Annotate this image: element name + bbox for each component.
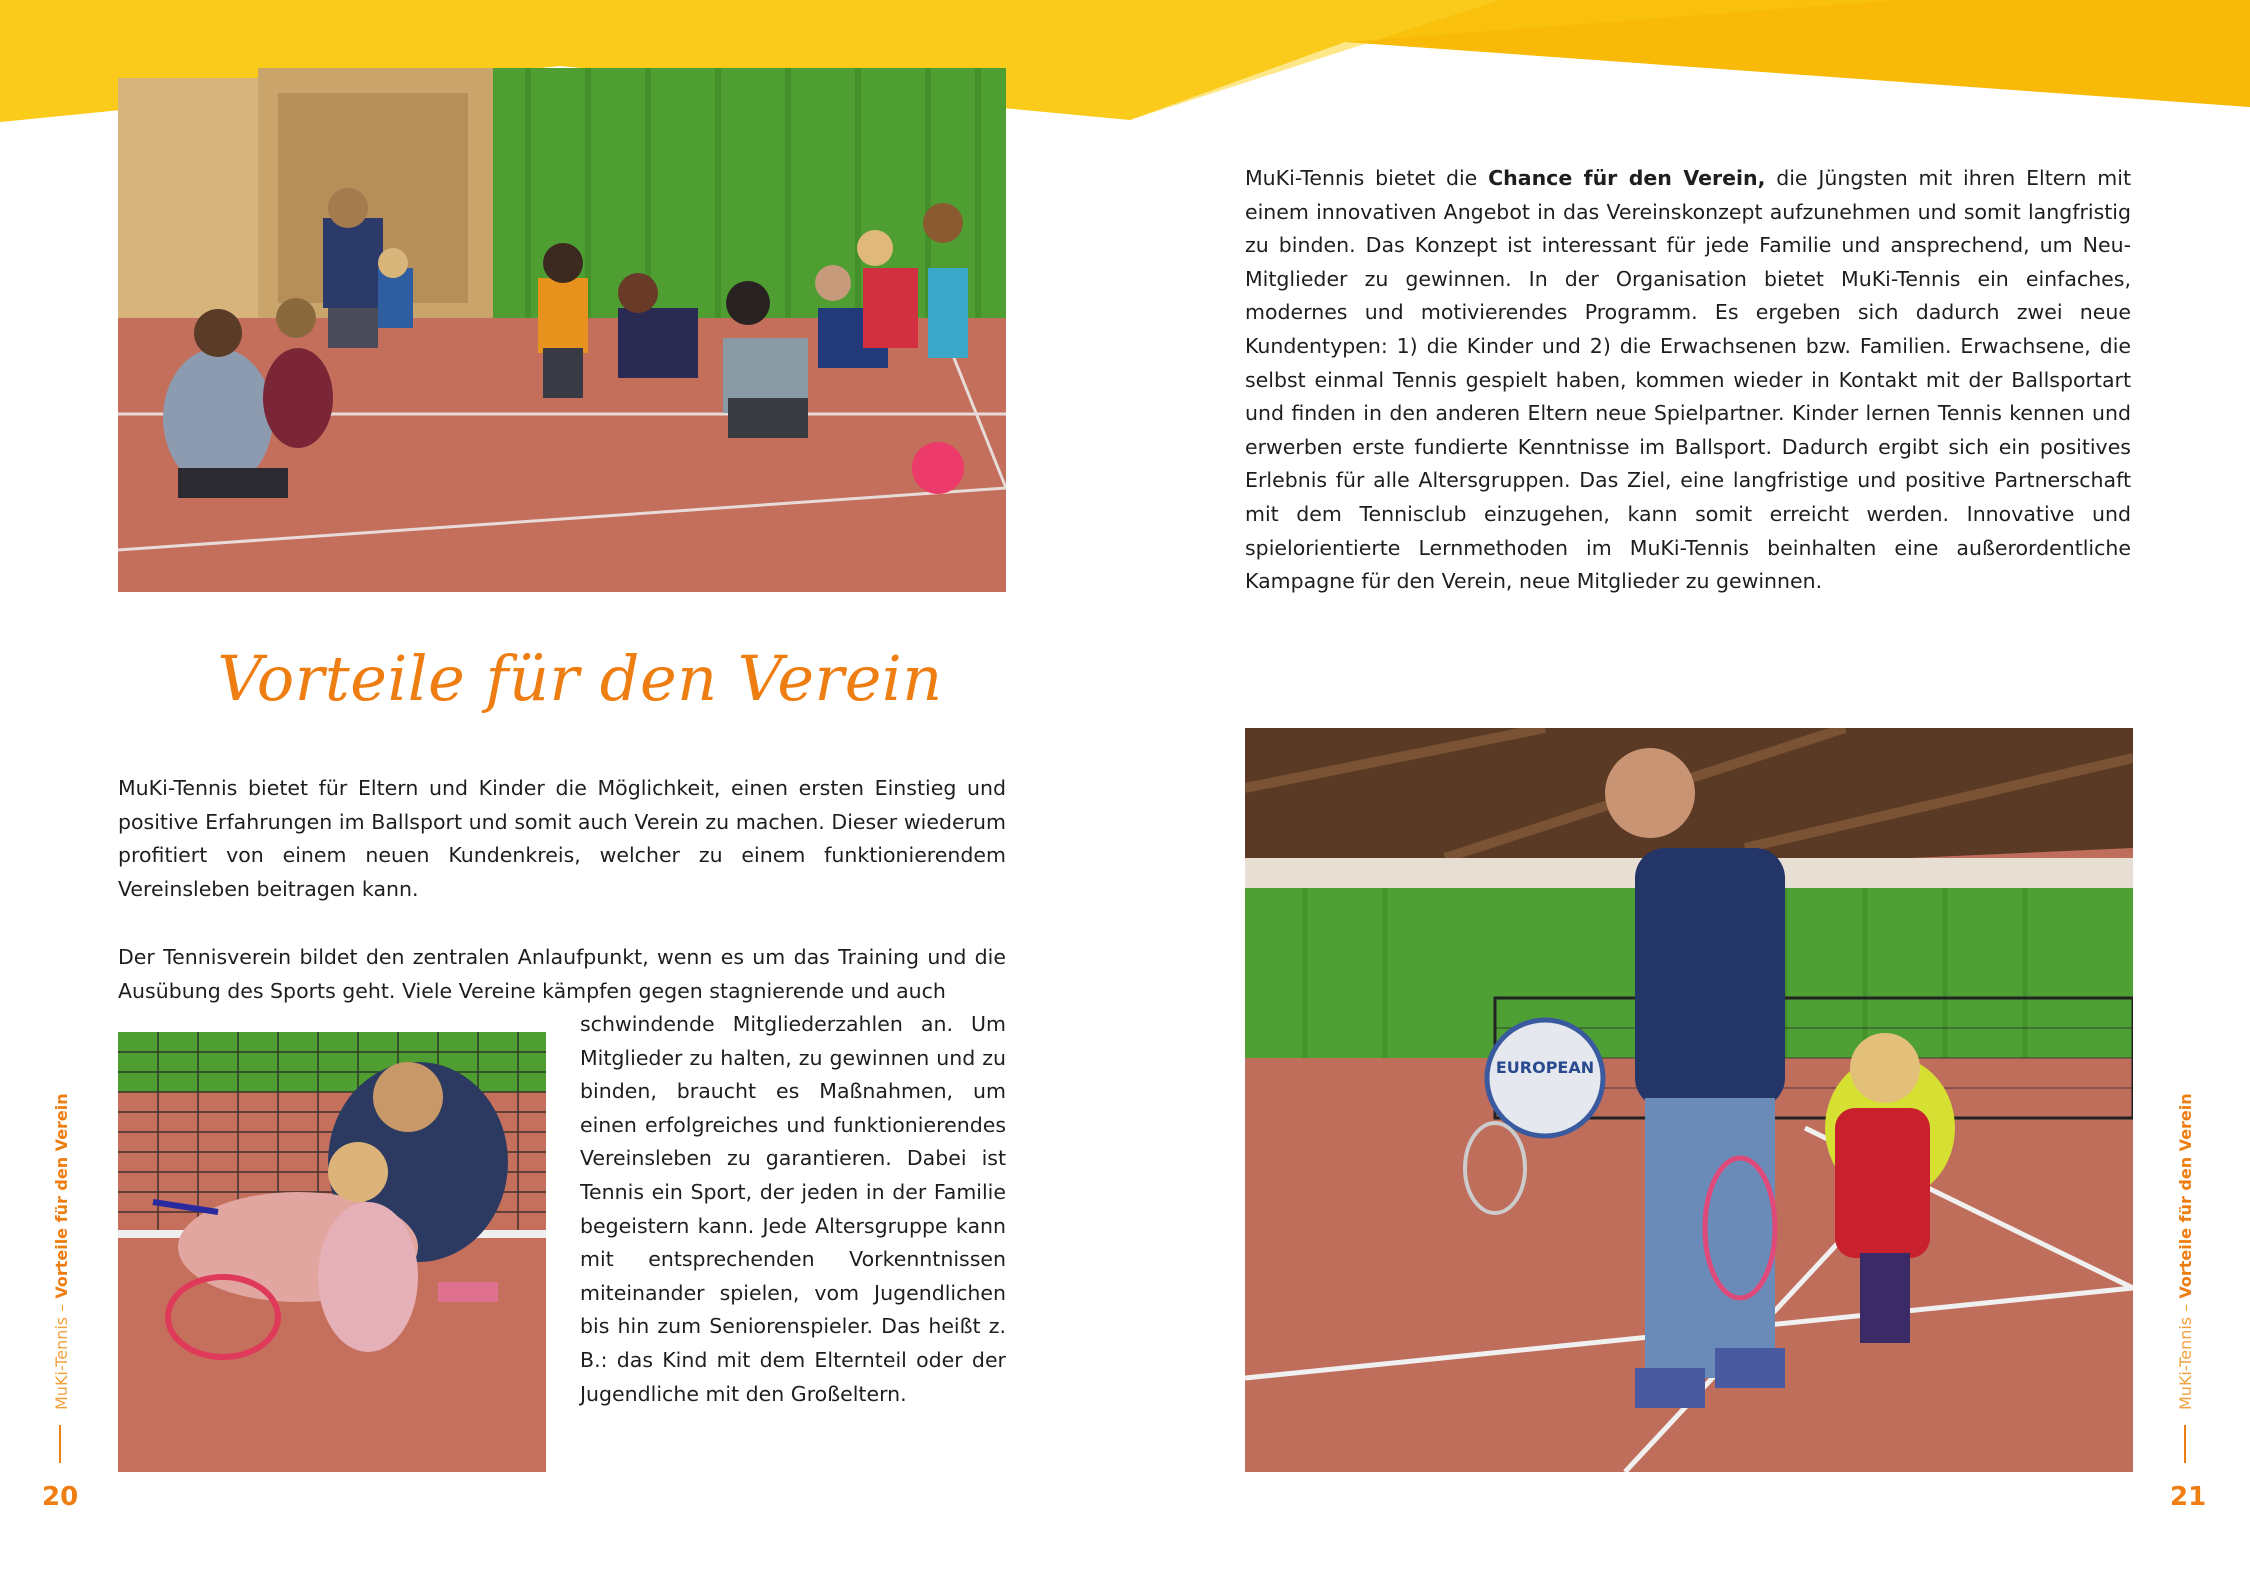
page-title: Vorteile für den Verein [217, 642, 943, 715]
left-paragraph-3-text: schwindende Mitgliederzahlen an. Um Mitglieder zu halten, zu gewinnen und zu binden, braucht es Maßnahmen, um einen erfolgreiches und funktionierendes Vereinsleben zu garantieren. Dabei ist Tennis ein Sport, der jeden in der Familie begeistern kann. Jede Altersgruppe kann mit entsprechenden Vorkenntnissen miteinander spielen, vom Jugendlichen bis hin zum Seniorenspieler. Das heißt z. B.: das Kind mit dem Elternteil oder der Jugendliche mit den Großeltern. [580, 1012, 1006, 1406]
side-label-left [52, 1093, 71, 1410]
side-label-right-brand: MuKi-Tennis [2176, 1316, 2195, 1410]
photo-mother-child-net [118, 1032, 546, 1472]
side-label-right-sep: – [2176, 1298, 2195, 1317]
left-paragraph-1-text: MuKi-Tennis bietet für Eltern und Kinder die Möglichkeit, einen ersten Einstieg und positive Erfahrungen im Ballsport und somit auch Verein zu machen. Dieser wiederum profitiert von einem neuen Kundenkreis, welcher zu einem funktionierendem Vereinsleben beitragen kann. [118, 776, 1006, 901]
side-label-left-section: Vorteile für den Verein [52, 1093, 71, 1299]
intro-bold: Chance für den Verein, [1488, 166, 1766, 190]
divider-bar-left [59, 1425, 61, 1463]
page-number-left: 20 [42, 1482, 79, 1512]
side-label-right-section: Vorteile für den Verein [2176, 1093, 2195, 1299]
right-intro-paragraph [1245, 162, 2131, 599]
side-label-right [2176, 1093, 2195, 1410]
left-paragraph-3 [580, 1008, 1006, 1411]
net-sign-text: EUROPEAN [1495, 1058, 1595, 1077]
page-number-right: 21 [2170, 1482, 2207, 1512]
left-paragraph-1 [118, 772, 1006, 906]
left-paragraph-2 [118, 941, 1006, 1008]
photo-group-kids-court [118, 68, 1006, 592]
intro-post: die Jüngsten mit ihren Eltern mit einem innovativen Angebot in das Vereinskonzept aufzunehmen und somit langfristig zu binden. Das Konzept ist interessant für jede Familie und ansprechend, um Neu-Mitglieder zu gewinnen. In der Organisation bietet MuKi-Tennis ein einfaches, modernes und motivierendes Programm. Es ergeben sich dadurch zwei neue Kundentypen: 1) die Kinder und 2) die Erwachsenen bzw. Familien. Erwachsene, die selbst einmal Tennis gespielt haben, kommen wieder in Kontakt mit der Ballsportart und finden in den anderen Eltern neue Spielpartner. Kinder lernen Tennis kennen und erwerben erste fundierte Kenntnisse im Ballsport. Dadurch ergibt sich ein positives Erlebnis für alle Altersgruppen. Das Ziel, eine langfristige und positive Partnerschaft mit dem Tennisclub einzugehen, kann somit erreicht werden. Innovative und spielorientierte Lernmethoden im MuKi-Tennis beinhalten eine außerordentliche Kampagne für den Verein, neue Mitglieder zu gewinnen. [1245, 166, 2131, 594]
side-label-left-sep: – [52, 1298, 71, 1317]
photo-senior-with-child [1245, 728, 2133, 1472]
divider-bar-right [2184, 1425, 2186, 1463]
intro-pre: MuKi-Tennis bietet die [1245, 166, 1489, 190]
left-paragraph-2-text: Der Tennisverein bildet den zentralen Anlaufpunkt, wenn es um das Training und die Ausübung des Sports geht. Viele Vereine kämpfen gegen stagnierende und auch [118, 945, 1006, 1003]
side-label-left-brand: MuKi-Tennis [52, 1316, 71, 1410]
